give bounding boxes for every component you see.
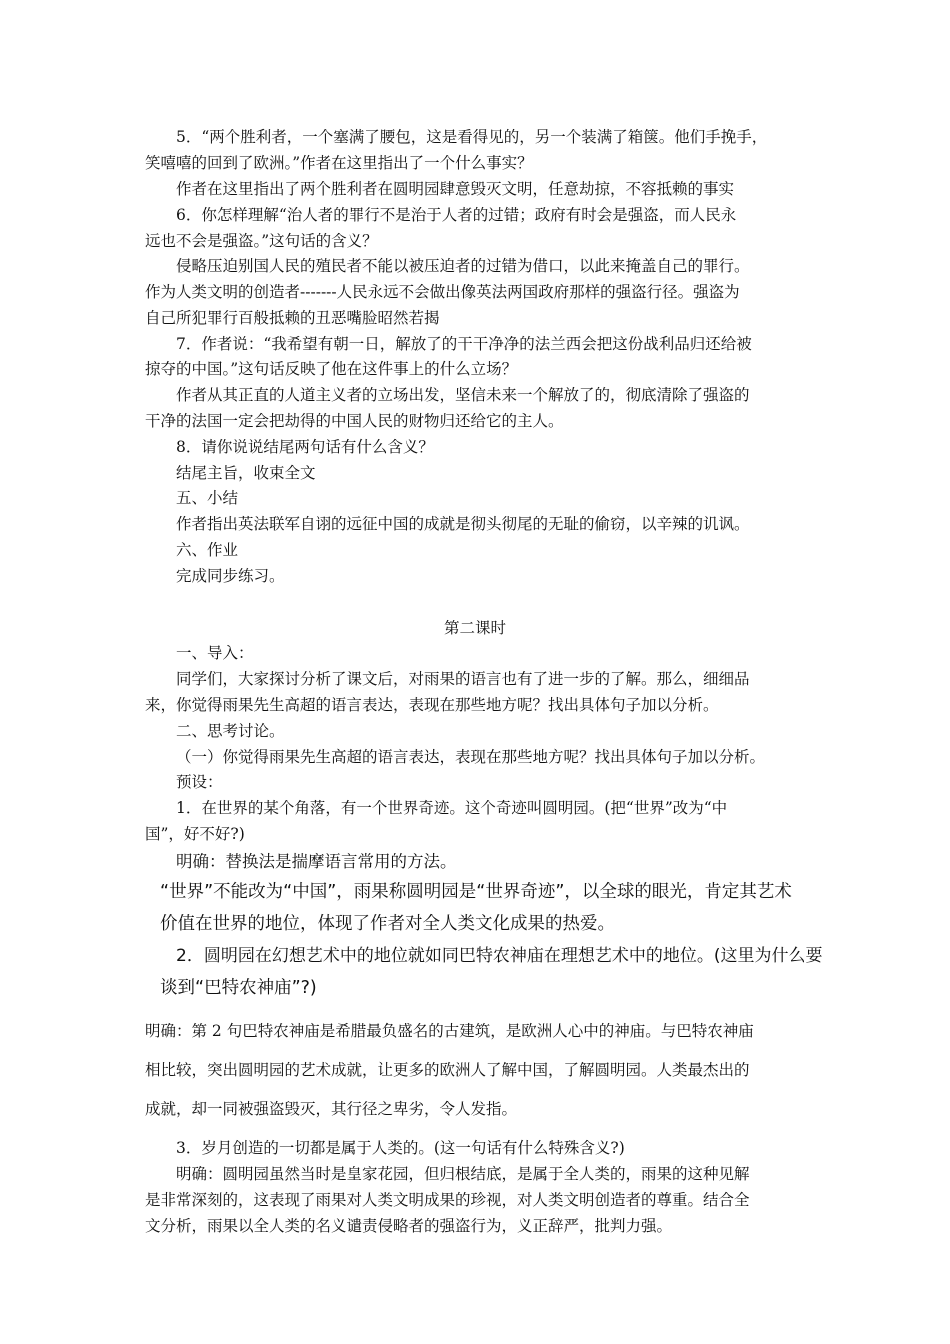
section-heading: 二、思考讨论。 <box>176 722 285 740</box>
section-heading: 一、导入： <box>176 644 254 662</box>
text-line: 5．“两个胜利者，一个塞满了腰包，这是看得见的，另一个装满了箱箧。他们手挽手， <box>176 128 768 146</box>
text-line: 1．在世界的某个角落，有一个世界奇迹。这个奇迹叫圆明园。(把“世界”改为“中 <box>176 799 728 817</box>
text-line: 作者从其正直的人道主义者的立场出发，坚信未来一个解放了的，彻底清除了强盗的 <box>176 386 750 404</box>
text-line: 明确：圆明园虽然当时是皇家花园，但归根结底，是属于全人类的，雨果的这种见解 <box>176 1165 750 1183</box>
text-line: 谈到“巴特农神庙”?) <box>160 978 317 998</box>
text-line: 掠夺的中国。”这句话反映了他在这件事上的什么立场？ <box>145 360 518 378</box>
text-line: 结尾主旨，收束全文 <box>176 464 316 482</box>
text-line: 来，你觉得雨果先生高超的语言表达，表现在那些地方呢？找出具体句子加以分析。 <box>145 696 719 714</box>
text-line: 远也不会是强盗。”这句话的含义？ <box>145 232 378 250</box>
text-line: 干净的法国一定会把劫得的中国人民的财物归还给它的主人。 <box>145 412 564 430</box>
text-line: 价值在世界的地位，体现了作者对全人类文化成果的热爱。 <box>160 914 615 934</box>
lesson-title: 第二课时 <box>443 619 506 637</box>
text-line: 明确：第 2 句巴特农神庙是希腊最负盛名的古建筑，是欧洲人心中的神庙。与巴特农神庙 <box>145 1022 754 1040</box>
text-line: 自己所犯罪行百般抵赖的丑恶嘴脸昭然若揭 <box>145 309 440 327</box>
text-line: 7．作者说：“我希望有朝一日，解放了的干干净净的法兰西会把这份战利品归还给被 <box>176 335 752 353</box>
text-line: 是非常深刻的，这表现了雨果对人类文明成果的珍视，对人类文明创造者的尊重。结合全 <box>145 1191 750 1209</box>
text-line: 明确：替换法是揣摩语言常用的方法。 <box>176 852 457 871</box>
text-line: 侵略压迫别国人民的殖民者不能以被压迫者的过错为借口，以此来掩盖自己的罪行。 <box>176 257 750 275</box>
text-line: 3．岁月创造的一切都是属于人类的。(这一句话有什么特殊含义?) <box>176 1139 625 1157</box>
text-line: 2．圆明园在幻想艺术中的地位就如同巴特农神庙在理想艺术中的地位。(这里为什么要 <box>176 946 823 966</box>
text-line: （一）你觉得雨果先生高超的语言表达，表现在那些地方呢？找出具体句子加以分析。 <box>176 748 766 766</box>
text-line: 完成同步练习。 <box>176 567 285 585</box>
text-line: 相比较，突出圆明园的艺术成就，让更多的欧洲人了解中国，了解圆明园。人类最杰出的 <box>145 1061 750 1079</box>
text-line: 文分析，雨果以全人类的名义谴责侵略者的强盗行为，义正辞严，批判力强。 <box>145 1217 673 1235</box>
text-line: 6．你怎样理解“治人者的罪行不是治于人者的过错；政府有时会是强盗，而人民永 <box>176 206 737 224</box>
text-line: 笑嘻嘻的回到了欧洲。”作者在这里指出了一个什么事实？ <box>145 154 533 172</box>
text-line: 国”，好不好?) <box>145 825 245 843</box>
text-line: 作为人类文明的创造者-------人民永远不会做出像英法两国政府那样的强盗行径。强盗为 <box>145 283 740 301</box>
section-heading: 五、小结 <box>176 489 239 507</box>
text-line: 成就，却一同被强盗毁灭，其行径之卑劣，令人发指。 <box>145 1100 518 1118</box>
text-line: 作者在这里指出了两个胜利者在圆明园肆意毁灭文明，任意劫掠，不容抵赖的事实 <box>176 180 735 198</box>
text-line: 同学们，大家探讨分析了课文后，对雨果的语言也有了进一步的了解。那么，细细品 <box>176 670 750 688</box>
text-line: 8．请你说说结尾两句话有什么含义？ <box>176 438 434 456</box>
section-heading: 六、作业 <box>176 541 239 559</box>
text-line: 预设： <box>176 773 223 791</box>
text-line: 作者指出英法联军自诩的远征中国的成就是彻头彻尾的无耻的偷窃，以辛辣的讥讽。 <box>176 515 750 533</box>
text-line: “世界”不能改为“中国”，雨果称圆明园是“世界奇迹”，以全球的眼光，肯定其艺术 <box>160 882 792 902</box>
